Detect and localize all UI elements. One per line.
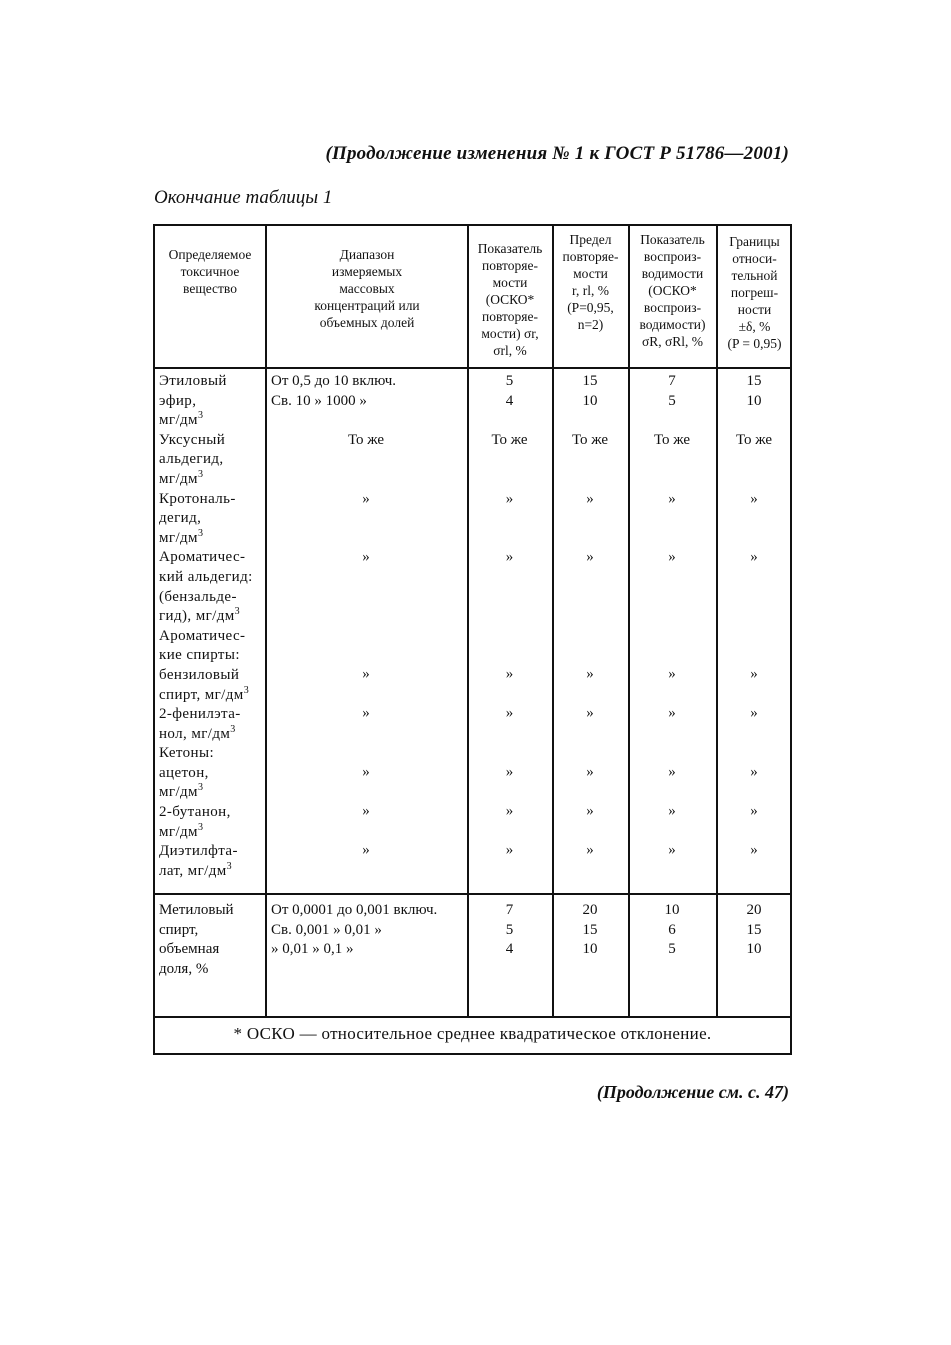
header-substance [157, 246, 263, 297]
text-line: воспроиз- [643, 300, 702, 315]
ditto-mark: » [505, 666, 514, 682]
ditto-mark: » [586, 842, 594, 858]
ditto-mark: » [750, 803, 758, 819]
text-line: Границы [729, 234, 780, 249]
text-line: $мг/дм^3$ [159, 821, 204, 840]
text-line: Кротональ- [159, 490, 236, 507]
continuation-note: (Продолжение см. с. 47) [596, 1082, 789, 1102]
text-line: Св. 0,001 » 0,01 » [271, 921, 382, 938]
text-line: 10 [582, 941, 598, 958]
header-divider [155, 367, 790, 369]
header-reproducibility-index [630, 231, 715, 350]
ditto-mark: » [505, 764, 514, 780]
same-as-above: То же [735, 432, 773, 448]
text-line: доля, % [159, 960, 209, 977]
text-line: 5 [505, 921, 514, 938]
value-cell: 7 [668, 373, 676, 389]
column-divider [552, 226, 554, 1018]
text-line: ±δ, % [738, 319, 771, 334]
text-line: n=2) [577, 317, 604, 332]
text-line: 20 [746, 902, 762, 918]
text-line: водимости [641, 266, 704, 281]
ditto-mark: » [505, 803, 514, 819]
text-line: 10 [746, 941, 762, 958]
ditto-mark: » [586, 705, 594, 721]
ditto-mark: » [668, 705, 676, 721]
text-line: Предел [569, 232, 612, 247]
values-col4 [552, 901, 628, 960]
text-line: лат, $мг/дм^3$ [159, 860, 233, 879]
text-line: (P = 0,95) [727, 336, 782, 351]
text-line: тельной [731, 268, 778, 283]
text-line: ацетон, [159, 764, 209, 781]
text-line: Этиловый [159, 373, 227, 389]
text-line: $мг/дм^3$ [159, 410, 204, 429]
text-line: (P=0,95, [567, 300, 614, 315]
text-line: повторяе- [482, 309, 538, 324]
text-line: мости [492, 275, 528, 290]
text-line: От 0,0001 до 0,001 включ. [271, 902, 438, 918]
text-line: 4 [505, 941, 514, 958]
text-line: σR, σRl, % [641, 334, 704, 349]
group-divider [155, 893, 790, 895]
text-line: эфир, [159, 392, 197, 409]
text-line: объемных долей [319, 315, 415, 330]
header-error-bounds [718, 233, 791, 352]
value-cell: 15 [746, 373, 762, 389]
values-col6 [716, 901, 792, 960]
text-line: 5 [668, 941, 676, 958]
text-line: измеряемых [331, 264, 403, 279]
text-line: Показатель [640, 232, 705, 247]
text-line: спирт, [159, 921, 199, 938]
value-cell: 5 [668, 393, 676, 409]
range-row2: Св. 10 » 1000 » [271, 393, 367, 409]
ditto-mark: » [362, 549, 370, 565]
value-cell: 5 [505, 373, 514, 389]
ditto-mark: » [668, 491, 676, 507]
text-line: бензиловый [159, 666, 240, 683]
text-line: Диэтилфта- [159, 843, 238, 860]
ditto-mark: » [586, 803, 594, 819]
text-line: водимости) [639, 317, 706, 332]
text-line: повторяе- [482, 258, 538, 273]
text-line: Метиловый [159, 902, 234, 918]
text-line: ности [737, 302, 772, 317]
table-caption: Окончание таблицы 1 [154, 187, 333, 208]
footnote-divider [155, 1016, 790, 1018]
text-line: относи- [732, 251, 777, 266]
footnote: * ОСКО — относительное среднее квадратическое отклонение. [233, 1024, 712, 1043]
text-line: » 0,01 » 0,1 » [271, 941, 354, 958]
text-line: $мг/дм^3$ [159, 782, 204, 801]
ditto-mark: » [668, 666, 676, 682]
text-line: кий альдегид: [159, 568, 253, 585]
ditto-mark: » [505, 549, 514, 565]
text-line: спирт, $мг/дм^3$ [159, 684, 250, 703]
text-line: $мг/дм^3$ [159, 468, 204, 487]
ditto-mark: » [505, 705, 514, 721]
ditto-mark: » [750, 666, 758, 682]
text-line: (ОСКО* [485, 292, 535, 307]
text-line: r, rl, % [572, 283, 609, 298]
substance-methanol [159, 901, 234, 979]
text-line: кие спирты: [159, 647, 240, 664]
values-col5 [628, 901, 716, 960]
text-line: концентраций или [314, 298, 420, 313]
text-line: 10 [664, 902, 680, 918]
data-table [153, 224, 792, 1055]
text-line: 15 [582, 921, 598, 938]
ditto-mark: » [362, 803, 370, 819]
header-repeatability-limit [554, 231, 627, 333]
ditto-mark: » [586, 549, 594, 565]
header-repeatability-index [469, 240, 551, 359]
text-line: мости) σr, [481, 326, 539, 341]
text-line: 20 [582, 902, 598, 918]
text-line: повторяе- [562, 249, 619, 264]
value-cell: 4 [505, 393, 514, 409]
text-line: Ароматичес- [159, 549, 246, 566]
text-line: 7 [505, 902, 514, 918]
ditto-mark: » [362, 705, 370, 721]
text-line: воспроиз- [643, 249, 702, 264]
text-line: $мг/дм^3$ [159, 527, 204, 546]
text-line: 2-бутанон, [159, 804, 231, 821]
text-line: Кетоны: [159, 745, 215, 762]
ditto-mark: » [750, 842, 758, 858]
text-line: σrl, % [493, 343, 527, 358]
values-col3 [467, 901, 552, 960]
text-line: (бензальде- [159, 588, 237, 605]
text-line: (ОСКО* [648, 283, 697, 298]
same-as-above: То же [653, 432, 691, 448]
ditto-mark: » [750, 764, 758, 780]
header-range [269, 246, 465, 331]
ditto-mark: » [668, 803, 676, 819]
value-cell: 10 [746, 393, 762, 409]
text-line: Ароматичес- [159, 627, 246, 644]
ditto-mark: » [362, 842, 370, 858]
ditto-mark: » [668, 842, 676, 858]
text-line: мости [573, 266, 608, 281]
range-methanol [271, 901, 437, 960]
text-line: вещество [183, 281, 237, 296]
ditto-mark: » [505, 842, 514, 858]
same-as-above: То же [347, 432, 385, 448]
ditto-mark: » [750, 705, 758, 721]
text-line: Диапазон [339, 247, 395, 262]
text-line: альдегид, [159, 451, 224, 468]
ditto-mark: » [362, 666, 370, 682]
ditto-mark: » [362, 491, 370, 507]
ditto-mark: » [505, 491, 514, 507]
range-row1: От 0,5 до 10 включ. [271, 373, 397, 389]
text-line: дегид, [159, 510, 202, 527]
text-line: Показатель [477, 241, 543, 256]
ditto-mark: » [362, 764, 370, 780]
same-as-above: То же [571, 432, 609, 448]
text-line: 15 [746, 921, 762, 938]
text-line: погреш- [730, 285, 779, 300]
ditto-mark: » [586, 666, 594, 682]
text-line: Определяемое [168, 247, 252, 262]
substance-list [159, 372, 253, 881]
text-line: гид), $мг/дм^3$ [159, 606, 241, 625]
text-line: нол, $мг/дм^3$ [159, 723, 236, 742]
ditto-mark: » [668, 549, 676, 565]
same-as-above: То же [491, 432, 528, 448]
document-header: (Продолжение изменения № 1 к ГОСТ Р 51786—2001) [325, 143, 789, 164]
text-line: 2-фенилэта- [159, 706, 241, 723]
value-cell: 10 [582, 393, 598, 409]
text-line: массовых [339, 281, 395, 296]
value-cell: 15 [582, 373, 598, 389]
column-divider [265, 226, 267, 1018]
ditto-mark: » [750, 491, 758, 507]
ditto-mark: » [668, 764, 676, 780]
text-line: 6 [668, 921, 676, 938]
text-line: Уксусный [159, 431, 226, 448]
ditto-mark: » [586, 764, 594, 780]
ditto-mark: » [750, 549, 758, 565]
text-line: токсичное [180, 264, 240, 279]
text-line: объемная [159, 941, 220, 958]
ditto-mark: » [586, 491, 594, 507]
